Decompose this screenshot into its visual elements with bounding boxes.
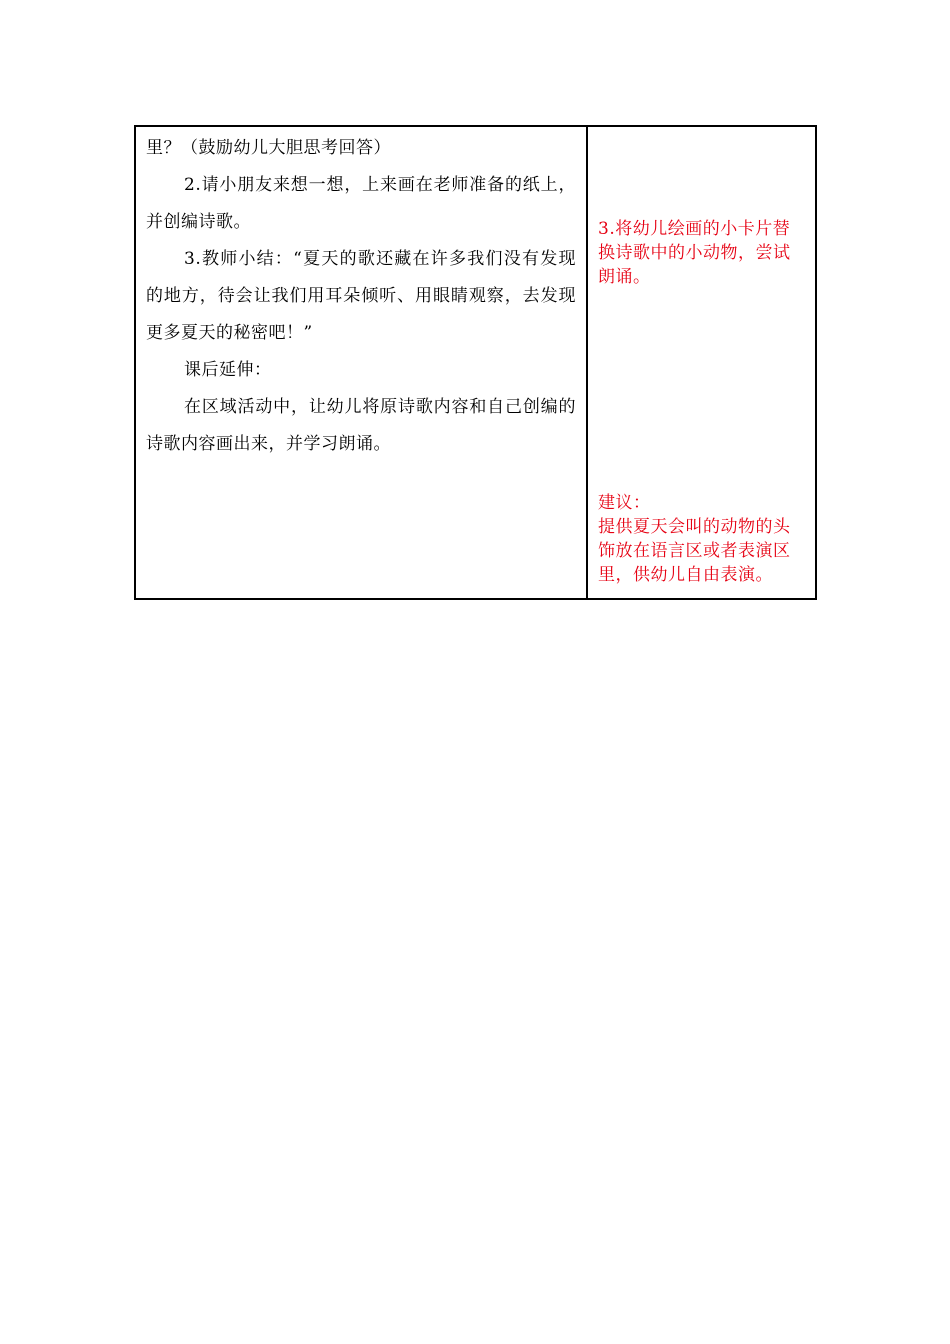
suggestion-title: 建议： bbox=[598, 493, 651, 513]
paragraph-question-end: 里？（鼓励幼儿大胆思考回答） bbox=[146, 138, 391, 158]
activity-process-cell bbox=[136, 127, 588, 598]
paragraph-step-3: 3.教师小结：“夏天的歌还藏在许多我们没有发现的地方，待会让我们用耳朵倾听、用眼睛观察，去发现更多夏天的秘密吧！” bbox=[146, 249, 576, 343]
notes-cell bbox=[588, 127, 815, 598]
suggestion-block bbox=[598, 491, 807, 587]
paragraph-step-2: 2.请小朋友来想一想，上来画在老师准备的纸上，并创编诗歌。 bbox=[146, 175, 576, 232]
lesson-plan-table bbox=[134, 125, 817, 600]
paragraph-extension-heading: 课后延伸： bbox=[184, 360, 272, 380]
paragraph-extension-body: 在区域活动中，让幼儿将原诗歌内容和自己创编的诗歌内容画出来，并学习朗诵。 bbox=[146, 397, 576, 454]
suggestion-body: 提供夏天会叫的动物的头饰放在语言区或者表演区里，供幼儿自由表演。 bbox=[598, 517, 791, 585]
note-step-3: 3.将幼儿绘画的小卡片替换诗歌中的小动物，尝试朗诵。 bbox=[598, 219, 791, 287]
